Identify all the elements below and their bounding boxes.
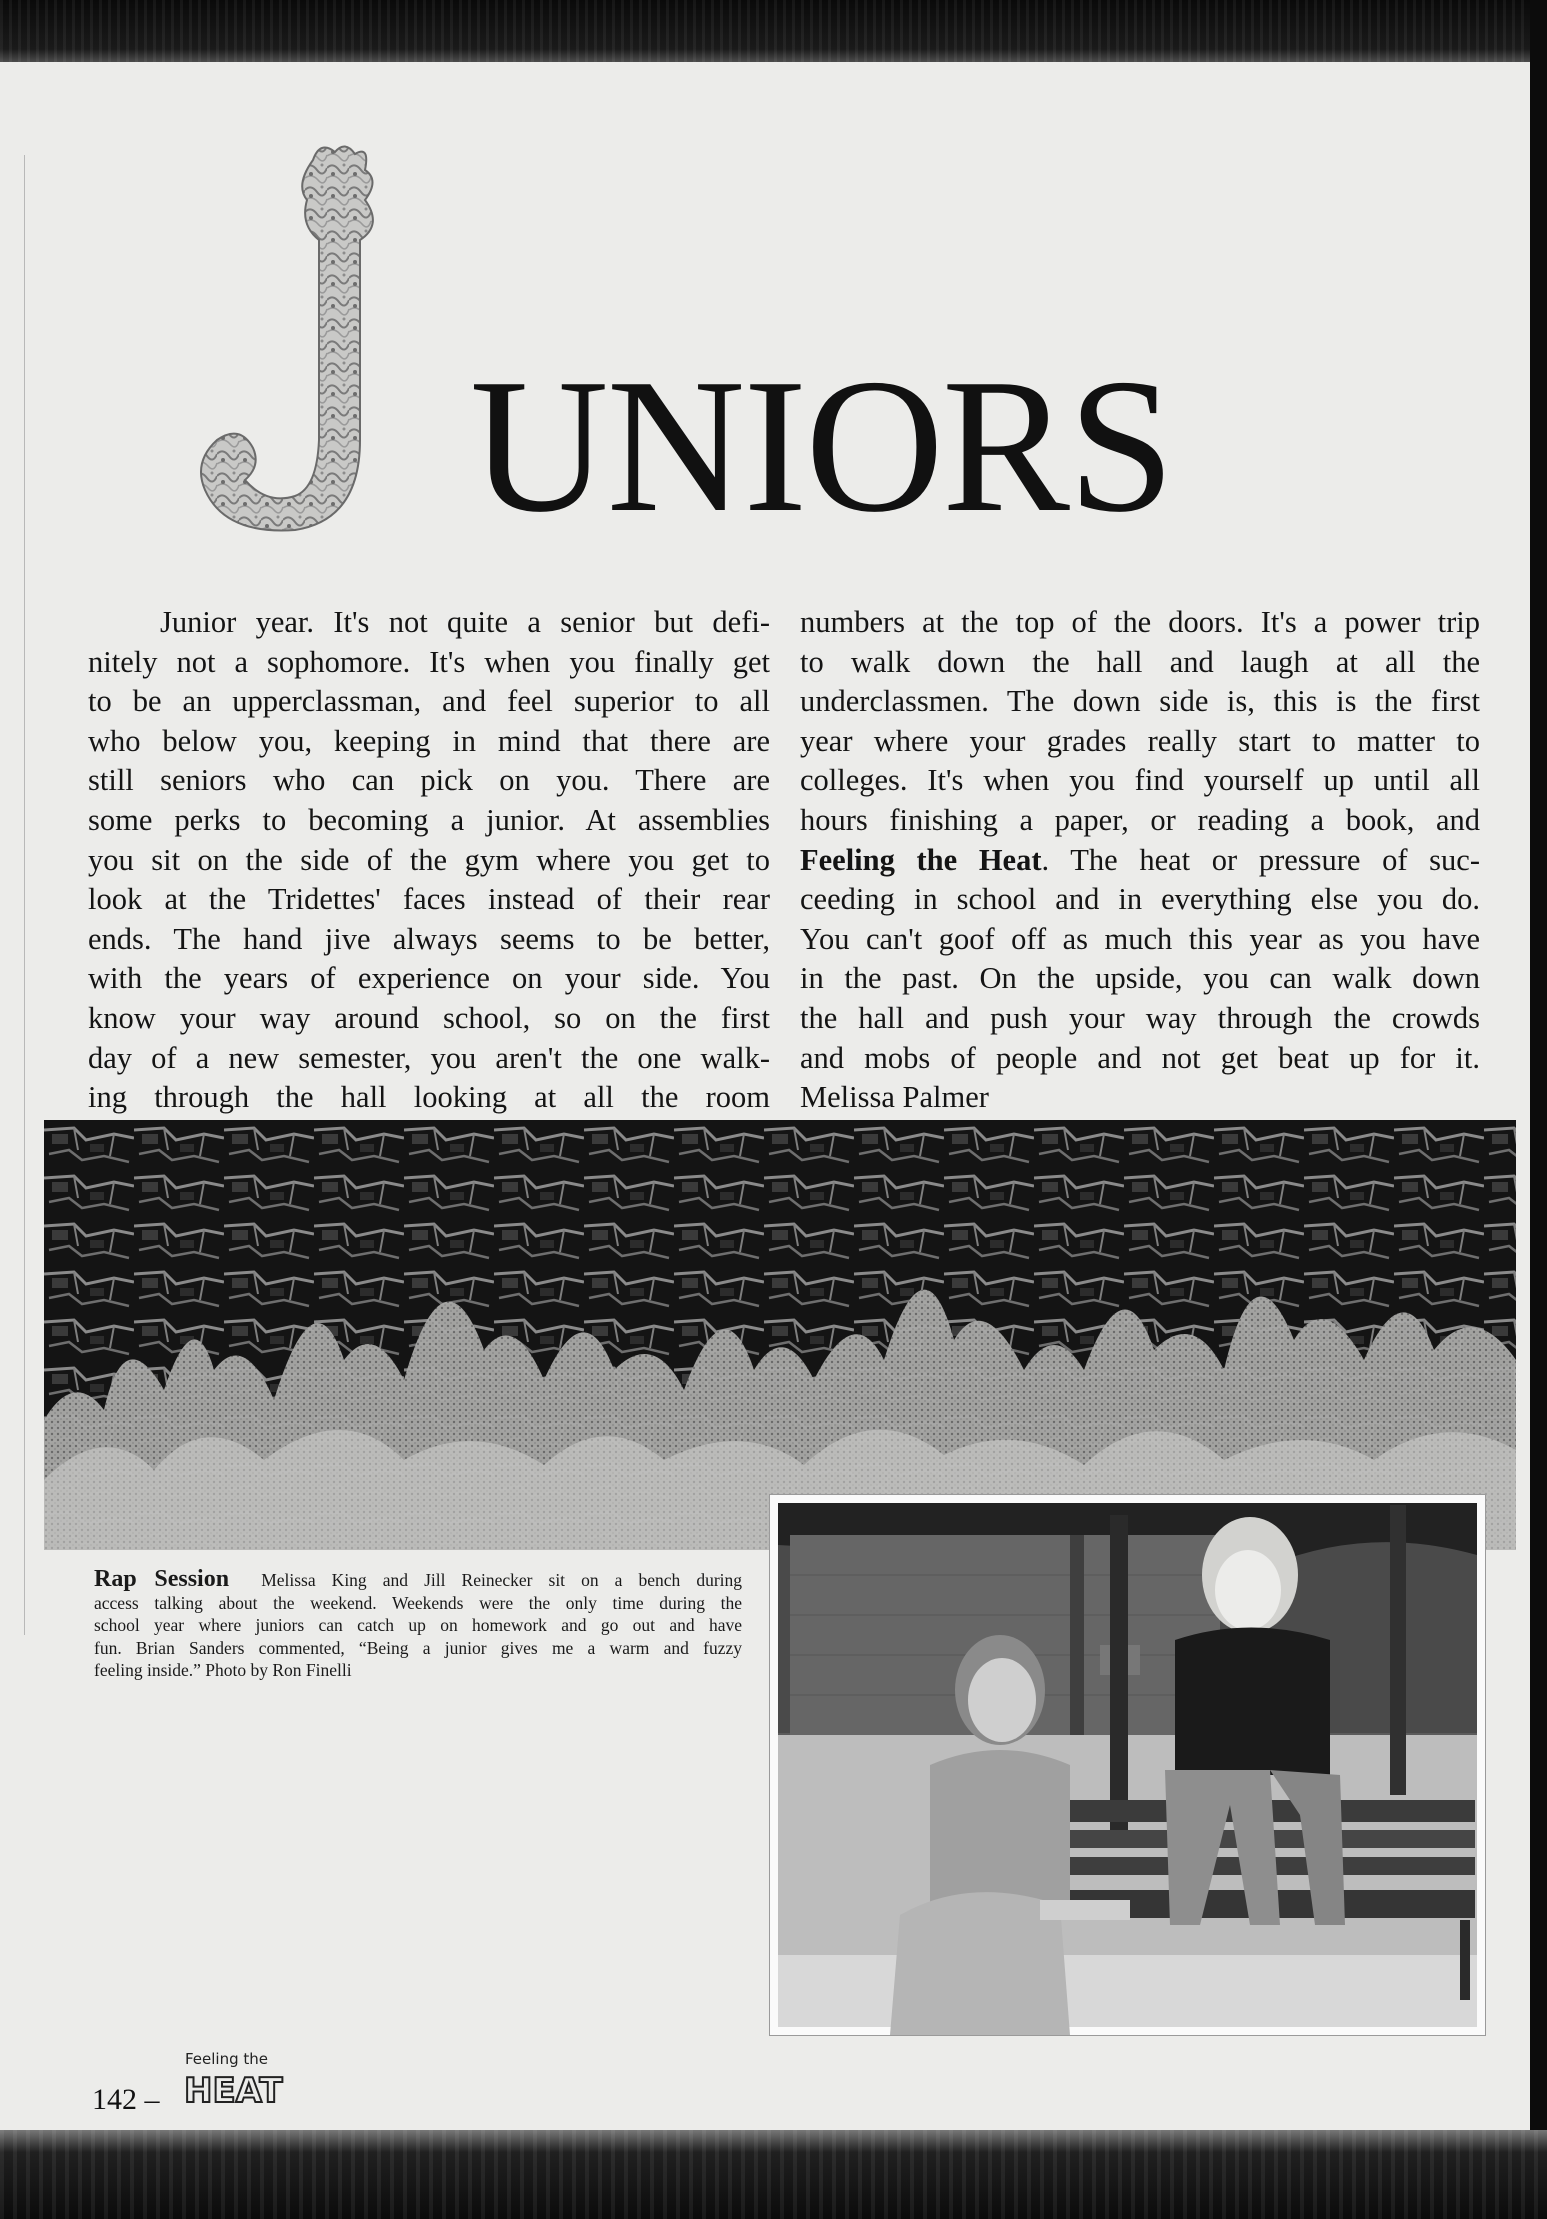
feeling-the-heat-logo xyxy=(180,2068,298,2108)
body-line: some perks to becoming a junior. At assemblies xyxy=(88,802,770,837)
body-line: look at the Tridettes' faces instead of their rear xyxy=(88,882,770,917)
photo-caption xyxy=(94,1568,742,1682)
body-line: ceeding in school and in everything else you do. xyxy=(800,882,1480,917)
body-line: still seniors who can pick on you. There are xyxy=(88,763,770,798)
caption-lead: Melissa King and Jill Reinecker sit on a bench during xyxy=(261,1570,743,1590)
body-line-theme xyxy=(800,841,1480,881)
body-line: and mobs of people and not get beat up for it. xyxy=(800,1040,1480,1075)
body-line: in the past. On the upside, you can walk down xyxy=(800,961,1480,996)
theme-continuation: . The heat or pressure of suc- xyxy=(1041,842,1480,877)
scan-top-edge xyxy=(0,0,1547,70)
body-line: You can't goof off as much this year as you have xyxy=(800,921,1480,956)
body-line: you sit on the side of the gym where you get to xyxy=(88,842,770,877)
body-line: to be an upperclassman, and feel superior to all xyxy=(88,684,770,719)
caption-line: feeling inside.” Photo by Ron Finelli xyxy=(94,1660,352,1680)
body-line: ends. The hand jive always seems to be better, xyxy=(88,921,770,956)
caption-line: fun. Brian Sanders commented, “Being a junior gives me a warm and fuzzy xyxy=(94,1637,742,1658)
scan-bottom-edge xyxy=(0,2130,1547,2219)
body-line: underclassmen. The down side is, this is the first xyxy=(800,684,1480,719)
body-line: ing through the hall looking at all the room xyxy=(88,1080,770,1115)
theme-phrase: Feeling the Heat xyxy=(800,842,1042,877)
caption-title: Rap Session xyxy=(94,1566,230,1592)
body-line: know your way around school, so on the first xyxy=(88,1000,770,1035)
body-line: to walk down the hall and laugh at all the xyxy=(800,644,1480,679)
body-line: who below you, keeping in mind that there are xyxy=(88,723,770,758)
page-title: UNIORS xyxy=(470,339,1173,552)
caption-line: access talking about the weekend. Weekends were the only time during the xyxy=(94,1592,742,1613)
body-line: year where your grades really start to matter to xyxy=(800,723,1480,758)
body-line: colleges. It's when you find yourself up until all xyxy=(800,763,1480,798)
body-line: hours finishing a paper, or reading a book, and xyxy=(800,802,1480,837)
scan-right-edge xyxy=(1530,0,1547,2219)
photo-rap-session xyxy=(770,1495,1485,2035)
decorative-initial-j xyxy=(195,140,455,560)
body-column-right xyxy=(800,603,1480,1118)
logo-word: HEAT xyxy=(184,2071,283,2108)
body-column-left xyxy=(88,603,770,1118)
author-byline: Melissa Palmer xyxy=(800,1080,989,1115)
body-line: day of a new semester, you aren't the one walk- xyxy=(88,1040,770,1075)
body-line: Junior year. It's not quite a senior but defi- xyxy=(160,605,770,639)
body-line: the hall and push your way through the crowds xyxy=(800,1000,1480,1035)
folio-logo-kicker: Feeling the xyxy=(185,2050,269,2068)
page-number: 142 – xyxy=(92,2083,160,2116)
margin-rule xyxy=(24,155,25,1635)
caption-line: school year where juniors can catch up on homework and go out and have xyxy=(94,1615,742,1635)
caption-first-line xyxy=(94,1568,742,1592)
body-line: with the years of experience on your side. You xyxy=(88,961,770,996)
body-line: numbers at the top of the doors. It's a power trip xyxy=(800,605,1480,639)
flames-over-cracked-wall-image xyxy=(44,1120,1516,1550)
body-line: nitely not a sophomore. It's when you finally get xyxy=(88,644,770,679)
